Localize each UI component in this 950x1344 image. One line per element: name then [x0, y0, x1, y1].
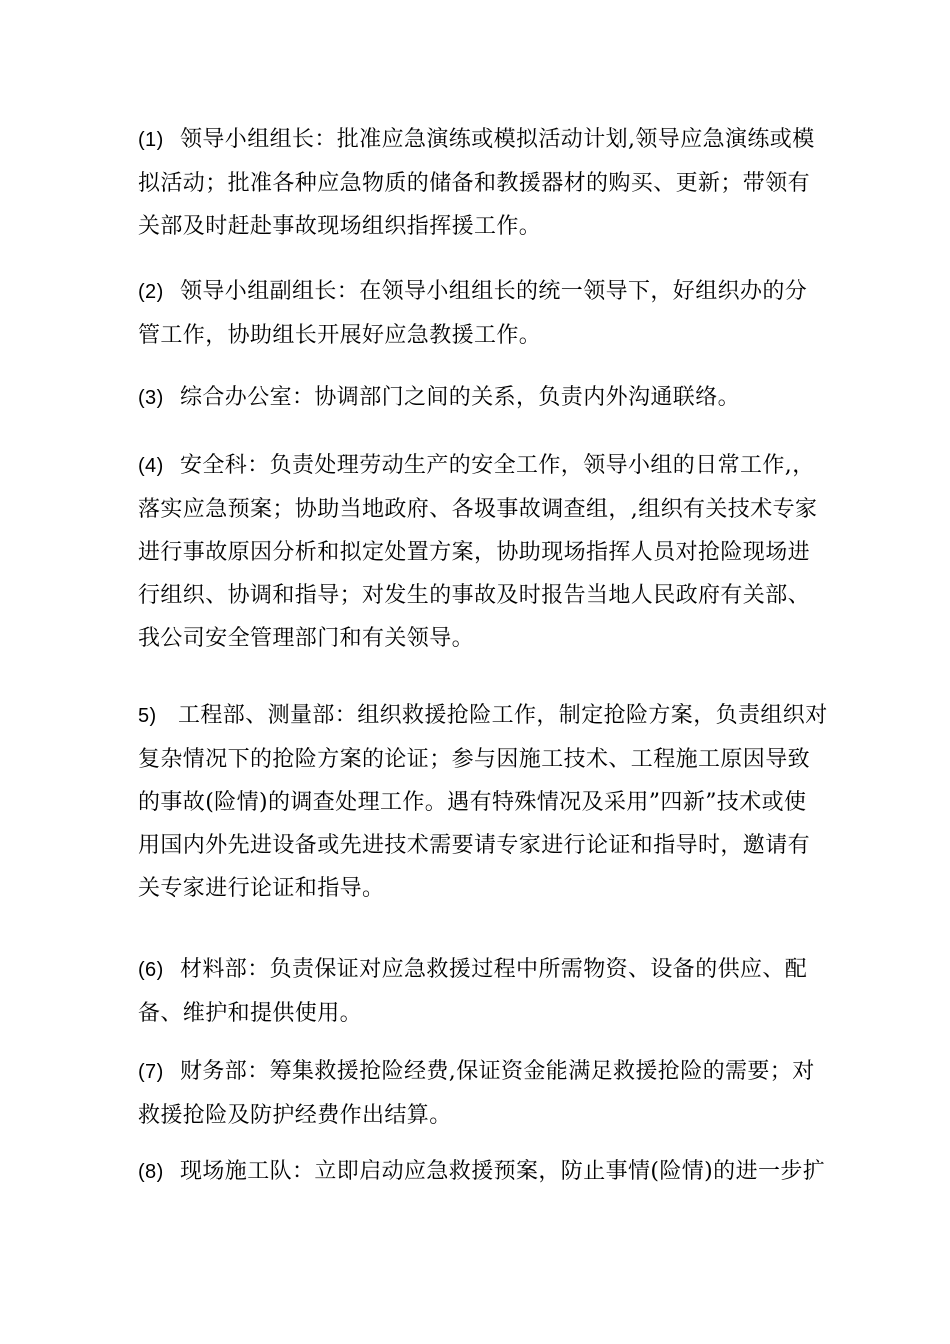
- item-number: (7): [138, 1061, 164, 1083]
- item-number: (2): [138, 281, 164, 303]
- list-item: [138, 376, 828, 420]
- item-text: 现场施工队：立即启动应急救援预案，防止事情(险情)的进一步扩: [180, 1159, 826, 1184]
- list-item: [138, 948, 828, 1035]
- item-number: 5): [138, 705, 157, 727]
- list-item: [138, 1050, 828, 1137]
- item-number: (6): [138, 959, 164, 981]
- item-number: (1): [138, 129, 164, 151]
- item-number: (8): [138, 1161, 164, 1183]
- item-text: 安全科：负责处理劳动生产的安全工作，领导小组的日常工作,，落实应急预案；协助当地政府、各圾事故调查组，,组织有关技术专家进行事故原因分析和拟定处置方案，协助现场指挥人员对抢险现场进行组织、协调和指导；对发生的事故及时报告当地人民政府有关部、我公司安全管理部门和有关领导。: [138, 453, 818, 651]
- item-text: 综合办公室：协调部门之间的关系，负责内外沟通联络。: [180, 385, 741, 410]
- item-number: (3): [138, 387, 164, 409]
- item-text: 工程部、测量部：组织救援抢险工作，制定抢险方案，负责组织对复杂情况下的抢险方案的论证；参与因施工技术、工程施工原因导致的事故(险情)的调查处理工作。遇有特殊情况及采用”四新”技术或使用国内外先进设备或先进技术需要请专家进行论证和指导时，邀请有关专家进行论证和指导。: [138, 703, 828, 901]
- list-item: [138, 270, 828, 357]
- list-item: [138, 444, 828, 660]
- list-item: [138, 1150, 828, 1194]
- item-text: 领导小组组长：批准应急演练或模拟活动计划,领导应急演练或模拟活动；批准各种应急物质的储备和教援器材的购买、更新；带领有关部及时赶赴事故现场组织指挥援工作。: [138, 127, 815, 239]
- item-text: 材料部：负责保证对应急救援过程中所需物资、设备的供应、配备、维护和提供使用。: [138, 957, 808, 1026]
- item-text: 财务部：筹集救援抢险经费,保证资金能满足救援抢险的需要；对救援抢险及防护经费作出结算。: [138, 1059, 815, 1128]
- item-number: (4): [138, 455, 164, 477]
- list-item: [138, 694, 828, 910]
- item-text: 领导小组副组长：在领导小组组长的统一领导下，好组织办的分管工作，协助组长开展好应急教援工作。: [138, 279, 808, 348]
- list-item: [138, 118, 828, 248]
